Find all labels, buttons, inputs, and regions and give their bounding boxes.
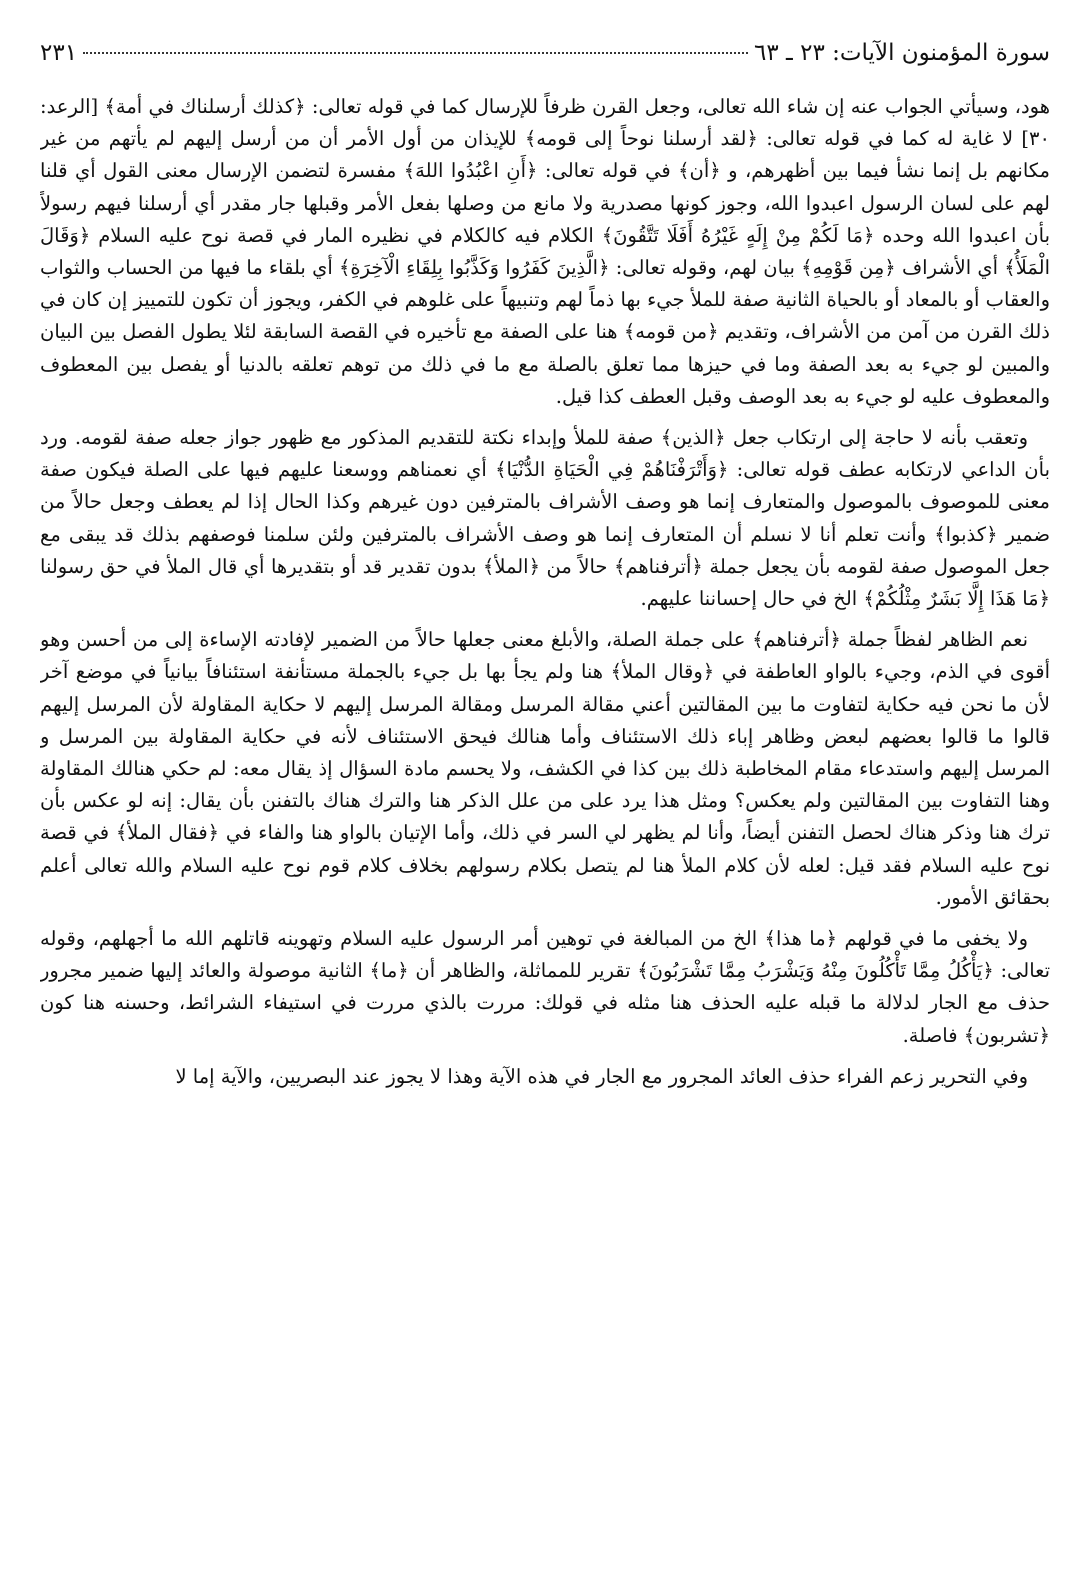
page — [40, 40, 1050, 1540]
body-text — [40, 91, 1050, 1093]
page-header — [40, 40, 1050, 87]
page-number: ٢٣١ — [40, 40, 78, 66]
header-title: سورة المؤمنون الآيات: ٢٣ ـ ٦٣ — [754, 40, 1050, 66]
paragraph-1: هود، وسيأتي الجواب عنه إن شاء الله تعالى، وجعل القرن ظرفاً للإرسال كما في قوله تعالى: ﴿كذلك أرسلناك في أمة﴾ [الرعد: ٣٠] لا غاية له كما في قوله تعالى: ﴿لقد أرسلنا نوحاً إلى قومه﴾ للإيذان من أول الأمر أن من أرسل إليهم لم يأتهم من غير مكانهم بل إنما نشأ فيما بين أظهرهم، و ﴿أن﴾ في قوله تعالى: ﴿أَنِ اعْبُدُوا اللهَ﴾ مفسرة لتضمن الإرسال معنى القول أي قلنا لهم على لسان الرسول اعبدوا الله، وجوز كونها مصدرية ولا مانع من وصلها بفعل الأمر وقبلها جار مقدر أي أرسلنا فيهم رسولاً بأن اعبدوا الله وحده ﴿مَا لَكُمْ مِنْ إِلَهٍ غَيْرُهُ أَفَلَا تَتَّقُونَ﴾ الكلام فيه كالكلام في نظيره المار في قصة نوح عليه السلام ﴿وَقَالَ الْمَلَأُ﴾ أي الأشراف ﴿مِن قَوْمِهِ﴾ بيان لهم، وقوله تعالى: ﴿الَّذِينَ كَفَرُوا وَكَذَّبُوا بِلِقَاءِ الْآخِرَةِ﴾ أي بلقاء ما فيها من الحساب والثواب والعقاب أو بالمعاد أو بالحياة الثانية صفة للملأ جيء بها ذماً لهم وتنبيهاً على غلوهم في الكفر، ويجوز أن تكون للتمييز إن كان في ذلك القرن من آمن من الأشراف، وتقديم ﴿من قومه﴾ هنا على الصفة مع تأخيره في القصة السابقة لئلا يطول الفصل بين البيان والمبين لو جيء به بعد الصفة وما في حيزها مما تعلق بالصلة مع ما في ذلك من توهم تعلقه بالدنيا أو يفصل بين المعطوف والمعطوف عليه لو جيء به بعد الوصف وقبل العطف كذا قيل. — [40, 95, 1050, 408]
paragraph-5: وفي التحرير زعم الفراء حذف العائد المجرور مع الجار في هذه الآية وهذا لا يجوز عند البصريين، والآية إما لا — [175, 1064, 1028, 1088]
paragraph-2: وتعقب بأنه لا حاجة إلى ارتكاب جعل ﴿الذين﴾ صفة للملأ وإبداء نكتة للتقديم المذكور مع ظهور جواز جعله صفة لقومه. ورد بأن الداعي لارتكابه عطف قوله تعالى: ﴿وَأَتْرَفْنَاهُمْ فِي الْحَيَاةِ الدُّنْيَا﴾ أي نعمناهم ووسعنا عليهم فيها على الصلة فيكون صفة معنى للموصوف بالموصول والمتعارف إنما هو وصف الأشراف بالمترفين دون غيرهم وكذا الحال إذا لم يعطف وجعل حالاً من ضمير ﴿كذبوا﴾ وأنت تعلم أنا لا نسلم أن المتعارف إنما هو وصف الأشراف بالمترفين ولئن سلمنا فوصفهم بذلك قد يبقى مع جعل الموصول صفة لقومه بأن يجعل جملة ﴿أترفناهم﴾ حالاً من ﴿الملأ﴾ بدون تقدير قد أو بتقديرها أي قال الملأ في حق رسولنا ﴿مَا هَذَا إِلَّا بَشَرٌ مِثْلُكُمْ﴾ الخ في حال إحساننا عليهم. — [40, 426, 1050, 611]
paragraph-4: ولا يخفى ما في قولهم ﴿ما هذا﴾ الخ من المبالغة في توهين أمر الرسول عليه السلام وتهوينه قاتلهم الله ما أجهلهم، وقوله تعالى: ﴿يَأْكُلُ مِمَّا تَأْكُلُونَ مِنْهُ وَيَشْرَبُ مِمَّا تَشْرَبُونَ﴾ تقرير للمماثلة، والظاهر أن ﴿ما﴾ الثانية موصولة والعائد إليها ضمير مجرور حذف مع الجار لدلالة ما قبله عليه الحذف هنا مثله في قولك: مررت بالذي مررت في استيفاء الشرائط، وحسنه هنا كون ﴿تشربون﴾ فاصلة. — [40, 927, 1050, 1047]
header-leader-dots — [83, 52, 748, 54]
paragraph-3: نعم الظاهر لفظاً جملة ﴿أترفناهم﴾ على جملة الصلة، والأبلغ معنى جعلها حالاً من الضمير لإفادته الإساءة إلى من أحسن وهو أقوى في الذم، وجيء بالواو العاطفة في ﴿وقال الملأ﴾ هنا ولم يجأ بها بل جيء بالجملة مستأنفة استئنافاً بيانياً في موضع آخر لأن ما نحن فيه حكاية لتفاوت ما بين المقالتين أعني مقالة المرسل ومقالة المرسل إليهم لا حكاية المقاولة لأن المرسل إليهم قالوا ما قالوا بعضهم لبعض وظاهر إباء ذلك الاستئناف وأما هنالك فيحق الاستئناف لأنه في حكاية المقاولة بين المرسل و المرسل إليهم واستدعاء مقام المخاطبة ذلك بين كذا في الكشف، ولا يحسم مادة السؤال إذ يقال معه: لم حكي هنالك المقاولة وهنا التفاوت بين المقالتين ولم يعكس؟ ومثل هذا يرد على من علل الذكر هنا والترك هناك بالتفنن بأن يقال: إنه لو عكس بأن ترك هنا وذكر هناك لحصل التفنن أيضاً، وأنا لم يظهر لي السر في ذلك، وأما الإتيان بالواو هنا والفاء في ﴿فقال الملأ﴾ في قصة نوح عليه السلام فقد قيل: لعله لأن كلام الملأ هنا لم يتصل بكلام رسولهم بخلاف كلام قوم نوح عليه السلام والله تعالى أعلم بحقائق الأمور. — [40, 628, 1050, 909]
